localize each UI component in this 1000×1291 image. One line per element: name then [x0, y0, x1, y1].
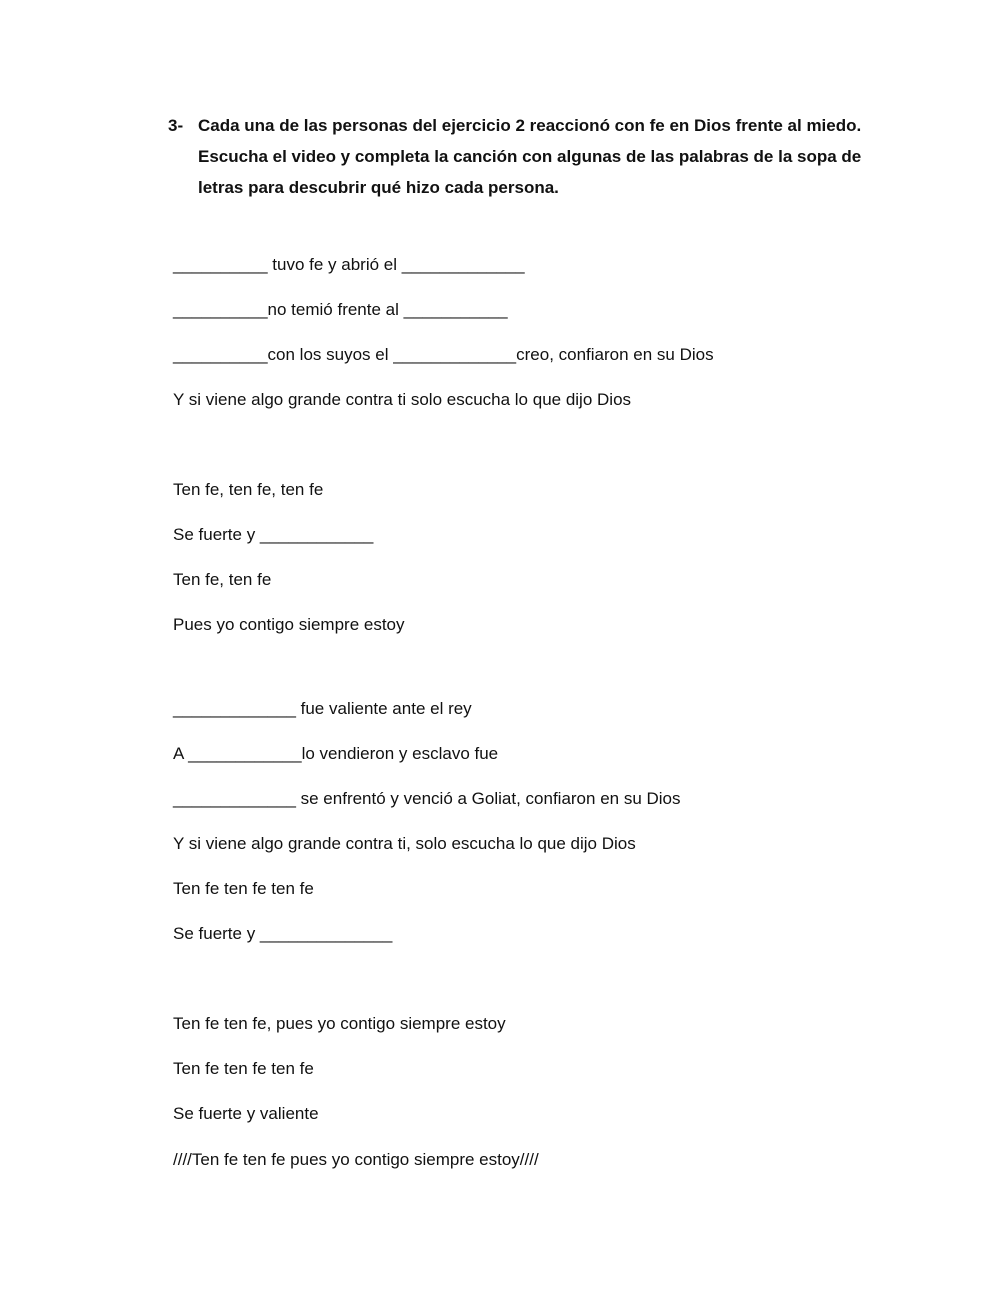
song-line-12: Y si viene algo grande contra ti, solo escucha lo que dijo Dios — [173, 834, 636, 853]
song-line-3: __________con los suyos el _____________creo, confiaron en su Dios — [173, 345, 714, 364]
song-line-8: Pues yo contigo siempre estoy — [173, 615, 405, 634]
song-line-10: A ____________lo vendieron y esclavo fue — [173, 744, 499, 763]
exercise-3 — [168, 110, 888, 203]
song-line-16: Ten fe ten fe ten fe — [173, 1059, 314, 1078]
song-line-2: __________no temió frente al ___________ — [173, 300, 508, 319]
song-line-17: Se fuerte y valiente — [173, 1104, 319, 1123]
song-line-1: __________ tuvo fe y abrió el _____________ — [173, 255, 525, 274]
song-line-5: Ten fe, ten fe, ten fe — [173, 480, 324, 499]
song-line-18: ////Ten fe ten fe pues yo contigo siempre estoy//// — [173, 1150, 539, 1169]
song-line-9: _____________ fue valiente ante el rey — [173, 699, 472, 718]
exercise-number: 3- — [168, 116, 184, 135]
song-line-7: Ten fe, ten fe — [173, 570, 272, 589]
song-line-13: Ten fe ten fe ten fe — [173, 879, 314, 898]
exercise-instructions: Cada una de las personas del ejercicio 2 reaccionó con fe en Dios frente al miedo. Escucha el video y completa la canción con algunas de las palabras de la sopa de letras para descubrir qué hizo cada persona. — [198, 116, 862, 197]
song-line-4: Y si viene algo grande contra ti solo escucha lo que dijo Dios — [173, 390, 632, 409]
song-line-6: Se fuerte y ____________ — [173, 525, 374, 544]
song-line-15: Ten fe ten fe, pues yo contigo siempre estoy — [173, 1014, 506, 1033]
song-line-14: Se fuerte y ______________ — [173, 924, 393, 943]
song-line-11: _____________ se enfrentó y venció a Goliat, confiaron en su Dios — [173, 789, 681, 808]
